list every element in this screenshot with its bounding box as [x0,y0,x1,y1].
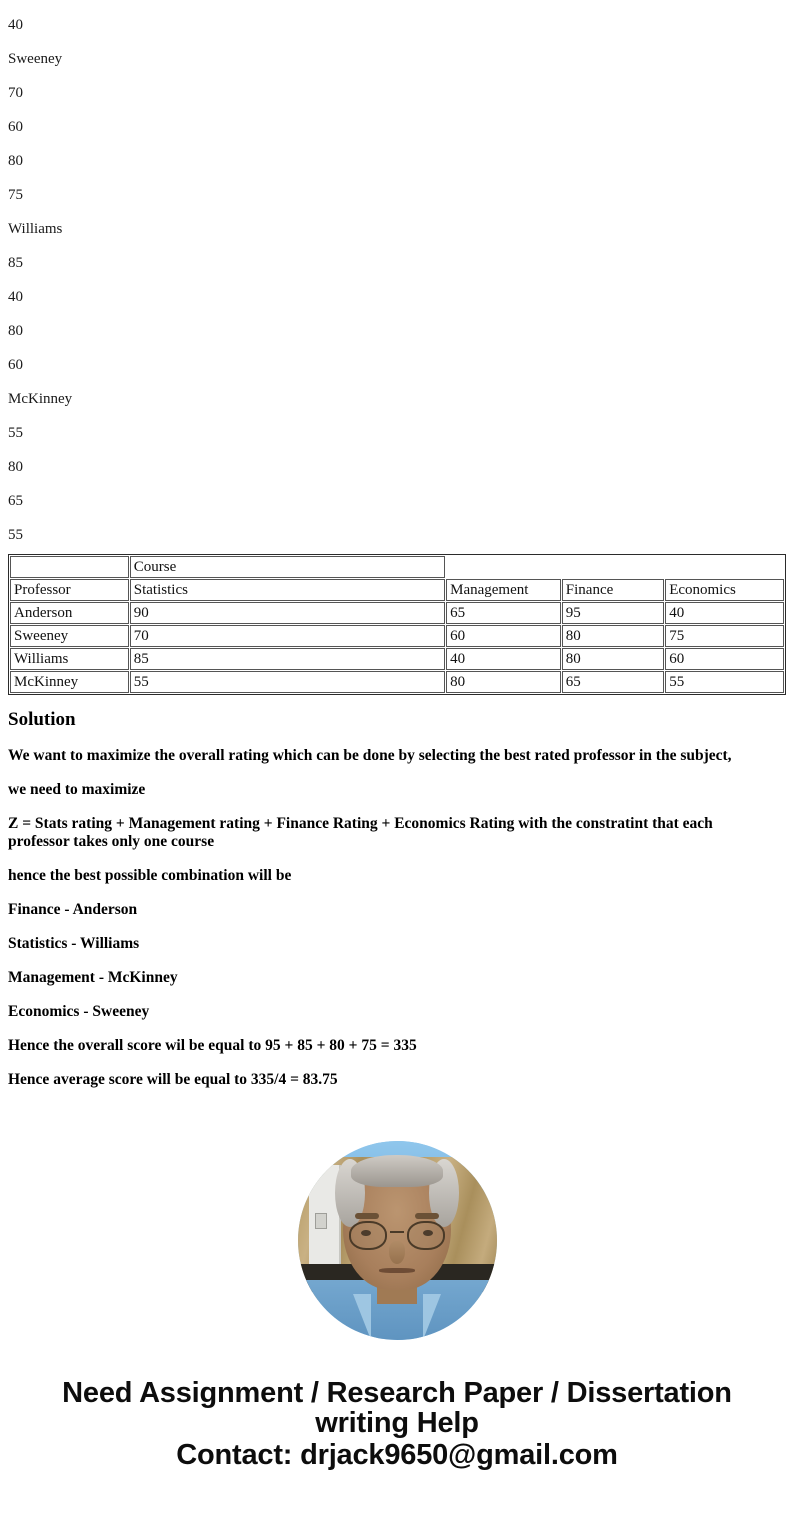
table-row [10,625,784,647]
table-header-professor: Professor [10,579,129,601]
list-item: 85 [8,255,23,271]
table-cell-management: 60 [446,625,561,647]
avatar-collar-left [353,1294,371,1340]
list-item: 60 [8,357,23,373]
solution-assignment-statistics: Statistics - Williams [8,935,140,952]
table-header-economics: Economics [665,579,784,601]
list-item: Sweeney [8,51,63,67]
solution-assignment-economics: Economics - Sweeney [8,1003,150,1020]
table-cell-finance: 80 [562,648,664,670]
table-row [10,671,784,693]
table-cell-statistics: 90 [130,602,445,624]
avatar-mouth [379,1268,415,1273]
table-cell-economics: 75 [665,625,784,647]
solution-paragraph-best-combination: hence the best possible combination will be [8,867,292,884]
list-item: Williams [8,221,63,237]
table-cell-management: 80 [446,671,561,693]
table-header-statistics: Statistics [130,579,445,601]
table-row-course-title [10,556,784,578]
list-item: 40 [8,17,23,33]
table-cell-management: 65 [446,602,561,624]
list-item: 80 [8,459,23,475]
list-item: 55 [8,425,23,441]
avatar [298,1141,497,1340]
table-cell-professor: Sweeney [10,625,129,647]
table-header-management: Management [446,579,561,601]
promo-contact-line: Contact: drjack9650@gmail.com [176,1439,618,1471]
list-item [0,0,794,8]
avatar-eyeglasses-left-lens [349,1221,387,1251]
table-cell-course-label: Course [130,556,445,578]
table-row [10,602,784,624]
solution-section [0,709,794,1089]
avatar-eyebrow-left [355,1213,379,1219]
list-item: 80 [8,323,23,339]
promo-footer [0,1378,794,1470]
table-cell-corner-empty [10,556,129,578]
table-cell-professor: McKinney [10,671,129,693]
table-cell-finance: 95 [562,602,664,624]
list-item: 60 [8,119,23,135]
list-item: 75 [8,187,23,203]
solution-average-score: Hence average score will be equal to 335/4 = 83.75 [8,1071,338,1088]
solution-assignment-management: Management - McKinney [8,969,178,986]
stray-value-list [0,0,794,552]
list-item: 55 [8,527,23,543]
rating-table-wrapper [0,554,794,695]
table-cell-economics: 55 [665,671,784,693]
avatar-background-switch [315,1213,327,1229]
avatar-eyeglasses-bridge [390,1231,404,1233]
avatar-collar-right [423,1294,441,1340]
solution-overall-score: Hence the overall score wil be equal to 95 + 85 + 80 + 75 = 335 [8,1037,417,1054]
avatar-eyebrow-right [415,1213,439,1219]
list-item: 40 [8,289,23,305]
avatar-eyeglasses-right-lens [407,1221,445,1251]
table-cell-management: 40 [446,648,561,670]
list-item: 70 [8,85,23,101]
solution-paragraph-objective: We want to maximize the overall rating which can be done by selecting the best rated professor in the subject, [8,747,732,764]
list-item: 80 [8,153,23,169]
table-cell-professor: Williams [10,648,129,670]
solution-heading: Solution [8,709,76,730]
solution-paragraph-formula: Z = Stats rating + Management rating + Finance Rating + Economics Rating with the constratint that each professor takes only one course [8,815,713,850]
solution-assignment-finance: Finance - Anderson [8,901,138,918]
avatar-hair-top [351,1155,443,1187]
table-cell-professor: Anderson [10,602,129,624]
table-row-header [10,579,784,601]
list-item: McKinney [8,391,73,407]
list-item: 65 [8,493,23,509]
table-header-finance: Finance [562,579,664,601]
table-cell-finance: 65 [562,671,664,693]
avatar-block [0,1141,794,1340]
professor-course-rating-table [8,554,786,695]
promo-line-1: Need Assignment / Research Paper / Dissertation [62,1377,732,1409]
table-row [10,648,784,670]
table-cell-statistics: 85 [130,648,445,670]
table-cell-finance: 80 [562,625,664,647]
table-cell-economics: 40 [665,602,784,624]
promo-line-2: writing Help [315,1407,479,1439]
table-cell-statistics: 70 [130,625,445,647]
table-cell-economics: 60 [665,648,784,670]
table-cell-statistics: 55 [130,671,445,693]
solution-paragraph-maximize: we need to maximize [8,781,146,798]
